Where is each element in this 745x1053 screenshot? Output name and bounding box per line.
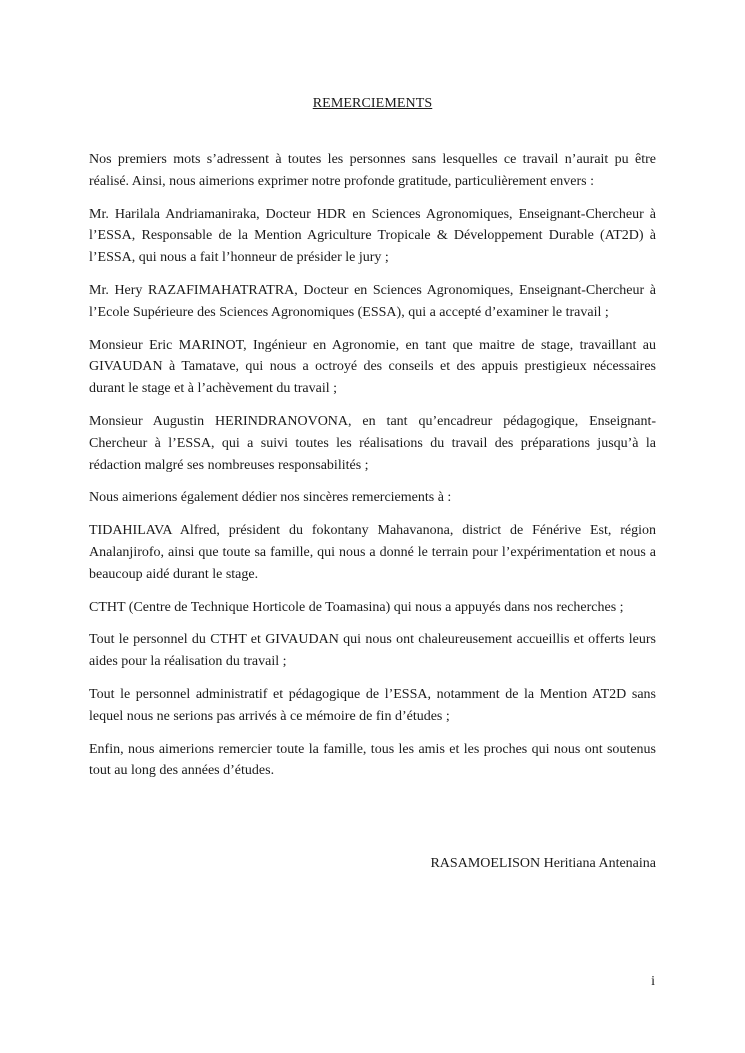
page-number: i — [651, 974, 655, 989]
author-signature: RASAMOELISON Heritiana Antenaina — [430, 856, 656, 871]
paragraph-essa-staff: Tout le personnel administratif et pédagogique de l’ESSA, notamment de la Mention AT2D sans lequel nous ne serions pas arrivés à ce mémoire de fin d’études ; — [89, 686, 656, 724]
paragraph-jury-president: Mr. Harilala Andriamaniraka, Docteur HDR en Sciences Agronomiques, Enseignant-Chercheur à l’ESSA, Responsable de la Mention Agriculture Tropicale & Développement Durable (AT2D) à l’ESSA, qui nous a fait l’honneur de présider le jury ; — [89, 206, 656, 266]
paragraph-personnel: Tout le personnel du CTHT et GIVAUDAN qui nous ont chaleureusement accueillis et offerts leurs aides pour la réalisation du travail ; — [89, 632, 656, 670]
page-title: REMERCIEMENTS — [312, 96, 433, 111]
paragraph-internship-supervisor: Monsieur Eric MARINOT, Ingénieur en Agronomie, en tant que maitre de stage, travaillant au GIVAUDAN à Tamatave, qui nous a octroyé des conseils et des appuis prestigieux nécessaires durant le stage et à l’achèvement du travail ; — [89, 337, 656, 397]
paragraph-fokontany-president: TIDAHILAVA Alfred, président du fokontany Mahavanona, district de Fénérive Est, région Analanjirofo, ainsi que toute sa famille, qui nous a donné le terrain pour l’expérimentation et nous a beaucoup aidé durant le stage. — [89, 523, 656, 582]
paragraph-ctht: CTHT (Centre de Technique Horticole de Toamasina) qui nous a appuyés dans nos recherches ; — [89, 599, 624, 615]
acknowledgements-body — [89, 149, 656, 793]
paragraph-dedication-intro: Nous aimerions également dédier nos sincères remerciements à : — [89, 490, 452, 506]
paragraph-intro: Nos premiers mots s’adressent à toutes les personnes sans lesquelles ce travail n’aurait pu être réalisé. Ainsi, nous aimerions exprimer notre profonde gratitude, particulièrement envers : — [89, 152, 656, 189]
paragraph-academic-supervisor: Monsieur Augustin HERINDRANOVONA, en tant qu’encadreur pédagogique, Enseignant-Chercheur à l’ESSA, qui a suivi toutes les réalisations du travail des préparations jusqu’à la rédaction malgré ses nombreuses responsabilités ; — [89, 413, 656, 473]
paragraph-examiner: Mr. Hery RAZAFIMAHATRATRA, Docteur en Sciences Agronomiques, Enseignant-Chercheur à l’Ecole Supérieure des Sciences Agronomiques (ESSA), qui a accepté d’examiner le travail ; — [89, 282, 656, 320]
paragraph-family: Enfin, nous aimerions remercier toute la famille, tous les amis et les proches qui nous ont soutenus tout au long des années d’études. — [89, 741, 656, 779]
